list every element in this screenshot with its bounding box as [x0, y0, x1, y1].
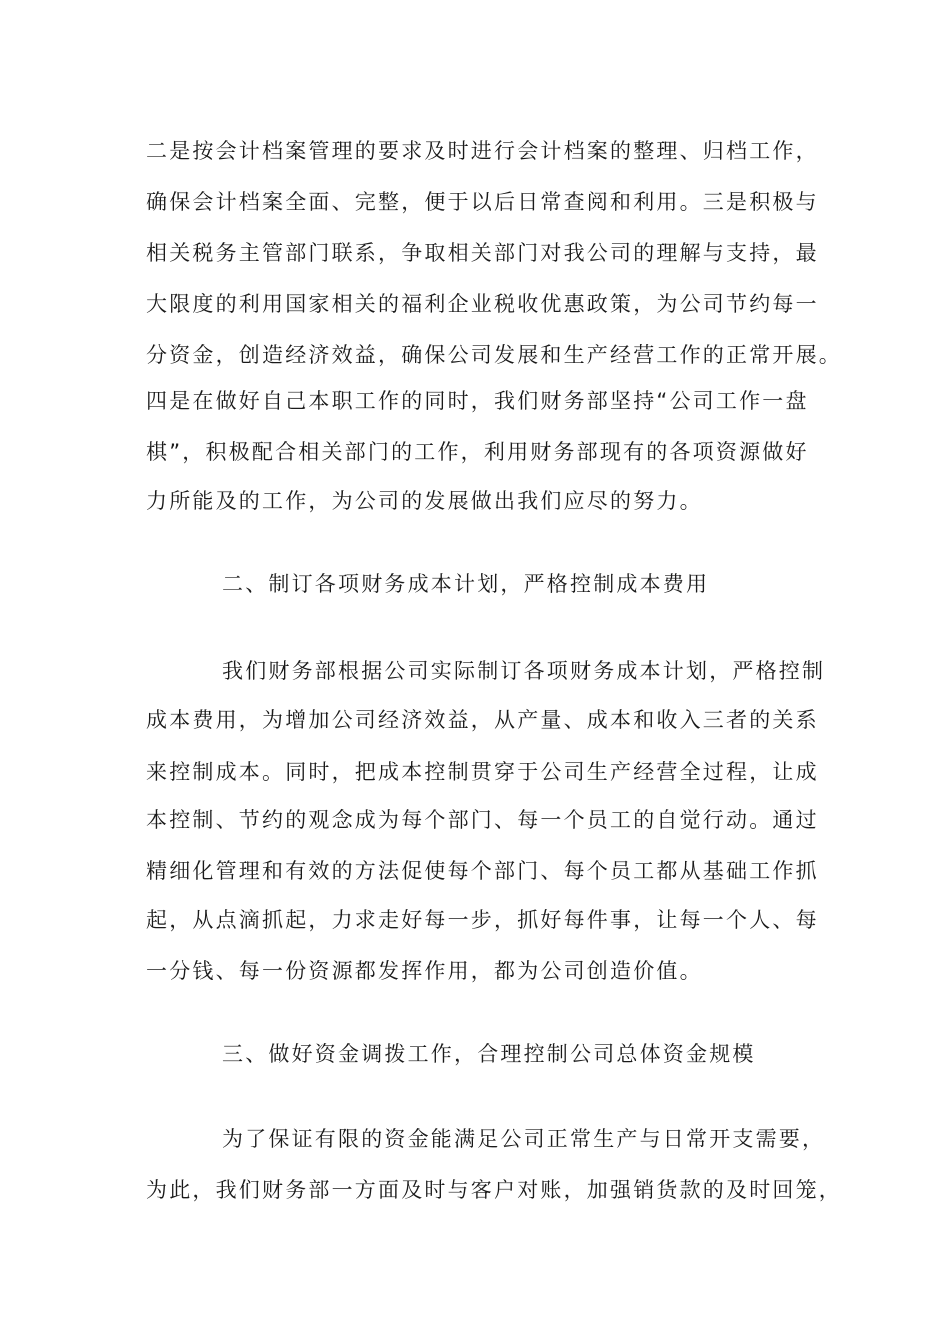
section-3-line-1: 为了保证有限的资金能满足公司正常生产与日常开支需要，	[222, 1127, 826, 1151]
paragraph-1-line-4: 大限度的利用国家相关的福利企业税收优惠政策，为公司节约每一	[146, 292, 819, 316]
paragraph-1-line-2: 确保会计档案全面、完整，便于以后日常查阅和利用。三是积极与	[146, 190, 819, 214]
section-2-line-7: 一分钱、每一份资源都发挥作用，都为公司创造价值。	[146, 959, 703, 983]
section-2-line-4: 本控制、节约的观念成为每个部门、每一个员工的自觉行动。通过	[146, 808, 819, 832]
section-2-heading: 二、制订各项财务成本计划，严格控制成本费用	[222, 572, 710, 596]
paragraph-1-line-5: 分资金，创造经济效益，确保公司发展和生产经营工作的正常开展。	[146, 343, 842, 367]
section-3-line-2: 为此，我们财务部一方面及时与客户对账，加强销货款的及时回笼，	[146, 1178, 842, 1202]
section-2-line-1: 我们财务部根据公司实际制订各项财务成本计划，严格控制	[222, 659, 826, 683]
section-3-heading: 三、做好资金调拨工作，合理控制公司总体资金规模	[222, 1042, 756, 1066]
paragraph-1-line-7: 棋”，积极配合相关部门的工作，利用财务部现有的各项资源做好	[146, 440, 809, 464]
paragraph-1-line-1: 二是按会计档案管理的要求及时进行会计档案的整理、归档工作，	[146, 139, 819, 163]
section-2-line-6: 起，从点滴抓起，力求走好每一步，抓好每件事，让每一个人、每	[146, 908, 819, 932]
paragraph-1-line-8: 力所能及的工作，为公司的发展做出我们应尽的努力。	[146, 489, 703, 513]
paragraph-1-line-3: 相关税务主管部门联系，争取相关部门对我公司的理解与支持，最	[146, 241, 819, 265]
paragraph-1-line-6: 四是在做好自己本职工作的同时，我们财务部坚持“公司工作一盘	[146, 389, 809, 413]
section-2-line-2: 成本费用，为增加公司经济效益，从产量、成本和收入三者的关系	[146, 708, 819, 732]
section-2-line-3: 来控制成本。同时，把成本控制贯穿于公司生产经营全过程，让成	[146, 760, 819, 784]
section-2-line-5: 精细化管理和有效的方法促使每个部门、每个员工都从基础工作抓	[146, 859, 819, 883]
